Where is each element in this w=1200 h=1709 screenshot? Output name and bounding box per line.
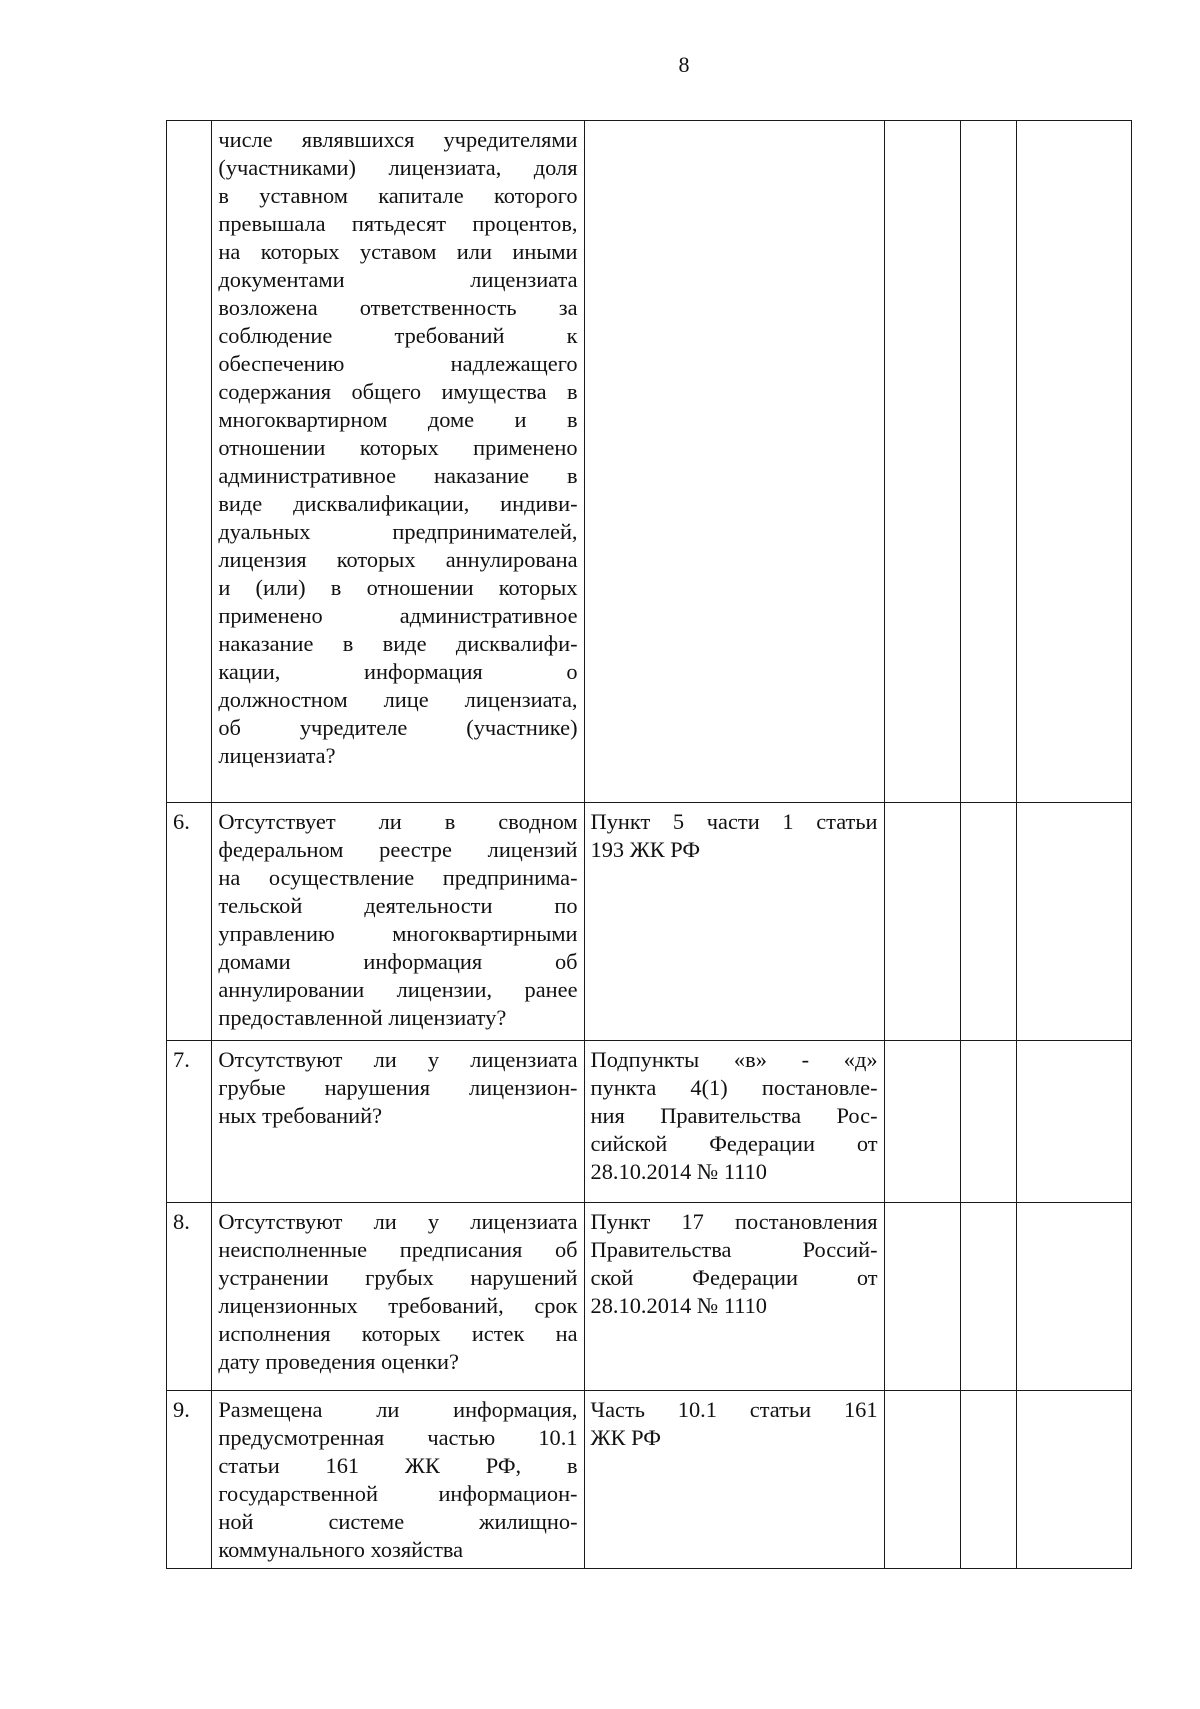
question-line: неисполненные предписания об [218,1237,578,1262]
question-line: ных требований? [218,1103,383,1128]
question-line: возложена ответственность за [218,295,578,320]
question-line: (участниками) лицензиата, доля [218,155,578,180]
answer-no-cell [960,1041,1016,1203]
question-cell [212,803,584,1041]
row-number-cell: 8. [167,1203,212,1391]
question-line: аннулировании лицензии, ранее [218,977,578,1002]
question-line: содержания общего имущества в [218,379,578,404]
question-line: виде дисквалификации, индиви- [218,491,578,516]
note-cell [1016,803,1132,1041]
question-line: дуальных предпринимателей, [218,519,578,544]
reference-cell [584,1203,884,1391]
question-line: многоквартирном доме и в [218,407,578,432]
question-line: коммунального хозяйства [218,1537,464,1562]
answer-no-cell [960,1391,1016,1569]
question-line: Отсутствуют ли у лицензиата [218,1209,578,1234]
note-cell [1016,1041,1132,1203]
question-line: управлению многоквартирными [218,921,578,946]
reference-line: Пункт 17 постановления [590,1209,878,1234]
question-line: должностном лице лицензиата, [218,687,578,712]
question-line: устранении грубых нарушений [218,1265,578,1290]
answer-no-cell [960,121,1016,803]
question-line: статьи 161 ЖК РФ, в [218,1453,578,1478]
table-row [167,803,1132,1041]
question-line: лицензиата? [218,743,336,768]
question-line: домами информация об [218,949,578,974]
question-line: применено административное [218,603,578,628]
row-number-cell: 7. [167,1041,212,1203]
table-row [167,1203,1132,1391]
question-cell [212,1041,584,1203]
reference-line: сийской Федерации от [590,1131,878,1156]
question-line: на осуществление предпринима- [218,865,578,890]
checklist-table [166,120,1132,1569]
reference-line: 193 ЖК РФ [590,837,701,862]
question-line: тельской деятельности по [218,893,578,918]
question-line: исполнения которых истек на [218,1321,578,1346]
answer-yes-cell [884,1203,960,1391]
answer-yes-cell [884,803,960,1041]
reference-line: Пункт 5 части 1 статьи [590,809,878,834]
row-number-cell: 9. [167,1391,212,1569]
question-line: кации, информация о [218,659,578,684]
note-cell [1016,1391,1132,1569]
question-line: предусмотренная частью 10.1 [218,1425,578,1450]
question-line: в уставном капитале которого [218,183,578,208]
question-line: дату проведения оценки? [218,1349,459,1374]
question-line: отношении которых применено [218,435,578,460]
table-row [167,121,1132,803]
table-row [167,1391,1132,1569]
question-line: обеспечению надлежащего [218,351,578,376]
question-line: соблюдение требований к [218,323,578,348]
question-line: предоставленной лицензиату? [218,1005,507,1030]
reference-line: ЖК РФ [590,1425,661,1450]
question-line: на которых уставом или иными [218,239,578,264]
reference-cell [584,1391,884,1569]
table-row [167,1041,1132,1203]
question-cell [212,1203,584,1391]
answer-no-cell [960,803,1016,1041]
reference-line: Правительства Россий- [590,1237,878,1262]
question-line: административное наказание в [218,463,578,488]
question-line: документами лицензиата [218,267,578,292]
reference-line: 28.10.2014 № 1110 [590,1293,767,1318]
question-cell [212,1391,584,1569]
question-line: об учредителе (участнике) [218,715,578,740]
question-line: федеральном реестре лицензий [218,837,578,862]
question-line: лицензия которых аннулирована [218,547,578,572]
reference-line: ской Федерации от [590,1265,878,1290]
answer-yes-cell [884,1391,960,1569]
question-line: Отсутствует ли в сводном [218,809,578,834]
row-number-cell: 6. [167,803,212,1041]
question-line: Размещена ли информация, [218,1397,578,1422]
note-cell [1016,1203,1132,1391]
reference-cell [584,1041,884,1203]
reference-cell [584,121,884,803]
page-number: 8 [678,52,690,77]
reference-line: Подпункты «в» - «д» [590,1047,878,1072]
answer-yes-cell [884,1041,960,1203]
question-line: превышала пятьдесят процентов, [218,211,578,236]
question-line: лицензионных требований, срок [218,1293,578,1318]
answer-no-cell [960,1203,1016,1391]
reference-line: пункта 4(1) постановле- [590,1075,878,1100]
reference-cell [584,803,884,1041]
row-number-cell [167,121,212,803]
answer-yes-cell [884,121,960,803]
reference-line: 28.10.2014 № 1110 [590,1159,767,1184]
question-line: Отсутствуют ли у лицензиата [218,1047,578,1072]
question-line: наказание в виде дисквалифи- [218,631,578,656]
note-cell [1016,121,1132,803]
reference-line: Часть 10.1 статьи 161 [590,1397,878,1422]
question-line: и (или) в отношении которых [218,575,578,600]
question-line: числе являвшихся учредителями [218,127,578,152]
reference-line: ния Правительства Рос- [590,1103,878,1128]
question-line: государственной информацион- [218,1481,578,1506]
question-line: ной системе жилищно- [218,1509,578,1534]
question-cell [212,121,584,803]
question-line: грубые нарушения лицензион- [218,1075,578,1100]
